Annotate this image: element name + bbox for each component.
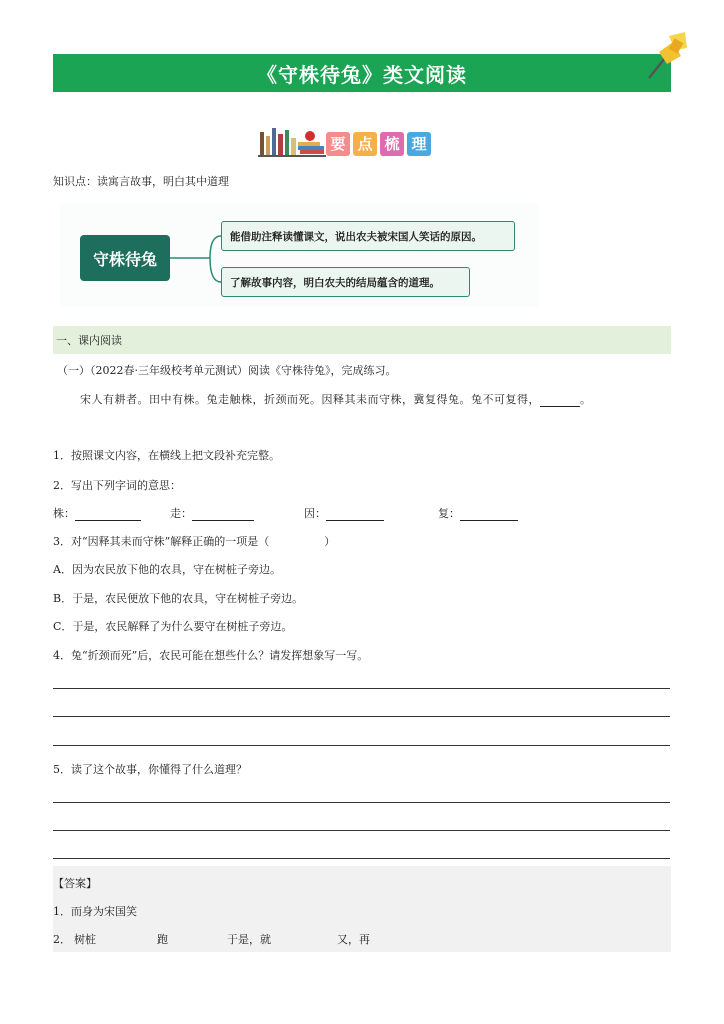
answer-line[interactable] [53,716,670,717]
exercise-intro: （一）（2022春·三年级校考单元测试）阅读《守株待兔》，完成练习。 [57,364,397,377]
q2-item-label: 复： [438,507,460,520]
q2-item-label: 株： [53,507,75,520]
answer-2-item-4: 又，再 [337,933,370,946]
answer-2-item-2: 跑 [157,933,168,946]
knowledge-point: 知识点：读寓言故事，明白其中道理 [53,175,229,188]
mindmap-node-1: 能借助注释读懂课文，说出农夫被宋国人笑话的原因。 [221,221,515,251]
question-5: 5．读了这个故事，你懂得了什么道理？ [53,763,247,776]
mindmap-node-2: 了解故事内容，明白农夫的结局蕴含的道理。 [221,267,470,297]
q3-option-b[interactable]: B．于是，农民便放下他的农具，守在树桩子旁边。 [53,592,304,605]
logo-char-4: 理 [407,132,431,156]
answer-line[interactable] [53,830,670,831]
answer-line[interactable] [53,858,670,859]
q2-item-1 [53,505,141,521]
q2-item-2 [170,505,254,521]
question-2: 2．写出下列字词的意思： [53,479,181,492]
passage-end: 。 [580,393,592,406]
logo-char-1: 要 [326,132,350,156]
q2-blank[interactable] [192,508,254,521]
question-1: 1．按照课文内容，在横线上把文段补充完整。 [53,449,280,462]
question-3: 3．对“因释其耒而守株”解释正确的一项是（ ） [53,535,336,548]
answer-heading: 【答案】 [53,877,97,890]
answer-2-label: 2． [53,933,71,946]
page-title: 《守株待兔》类文阅读 [257,62,467,87]
q2-item-3 [304,505,384,521]
answer-2-item-3: 于是，就 [227,933,271,946]
q2-item-label: 因： [304,507,326,520]
section-heading [53,326,671,354]
passage-blank[interactable] [540,394,580,407]
answer-1: 1．而身为宋国笑 [53,905,137,918]
answer-line[interactable] [53,688,670,689]
pushpin-icon [641,30,691,82]
section-title: 一、课内阅读 [56,334,122,347]
q2-item-4 [438,505,518,521]
passage-text: 宋人有耕者。田中有株。兔走触株，折颈而死。因释其耒而守株，冀复得兔。兔不可复得， [80,393,540,406]
q3-option-a[interactable]: A．因为农民放下他的农具，守在树桩子旁边。 [53,563,281,576]
q2-item-label: 走： [170,507,192,520]
answer-2-item-1: 树桩 [74,933,96,946]
q2-blank[interactable] [326,508,384,521]
q3-option-c[interactable]: C．于是，农民解释了为什么要守在树桩子旁边。 [53,620,293,633]
mindmap-center: 守株待兔 [80,235,170,281]
answer-line[interactable] [53,802,670,803]
q2-blank[interactable] [460,508,518,521]
title-banner [53,54,671,92]
section-logo-label [326,132,434,158]
question-4: 4．兔“折颈而死”后，农民可能在想些什么？请发挥想象写一写。 [53,649,369,662]
q2-blank[interactable] [75,508,141,521]
passage [80,391,592,407]
answer-line[interactable] [53,745,670,746]
logo-char-3: 梳 [380,132,404,156]
logo-char-2: 点 [353,132,377,156]
